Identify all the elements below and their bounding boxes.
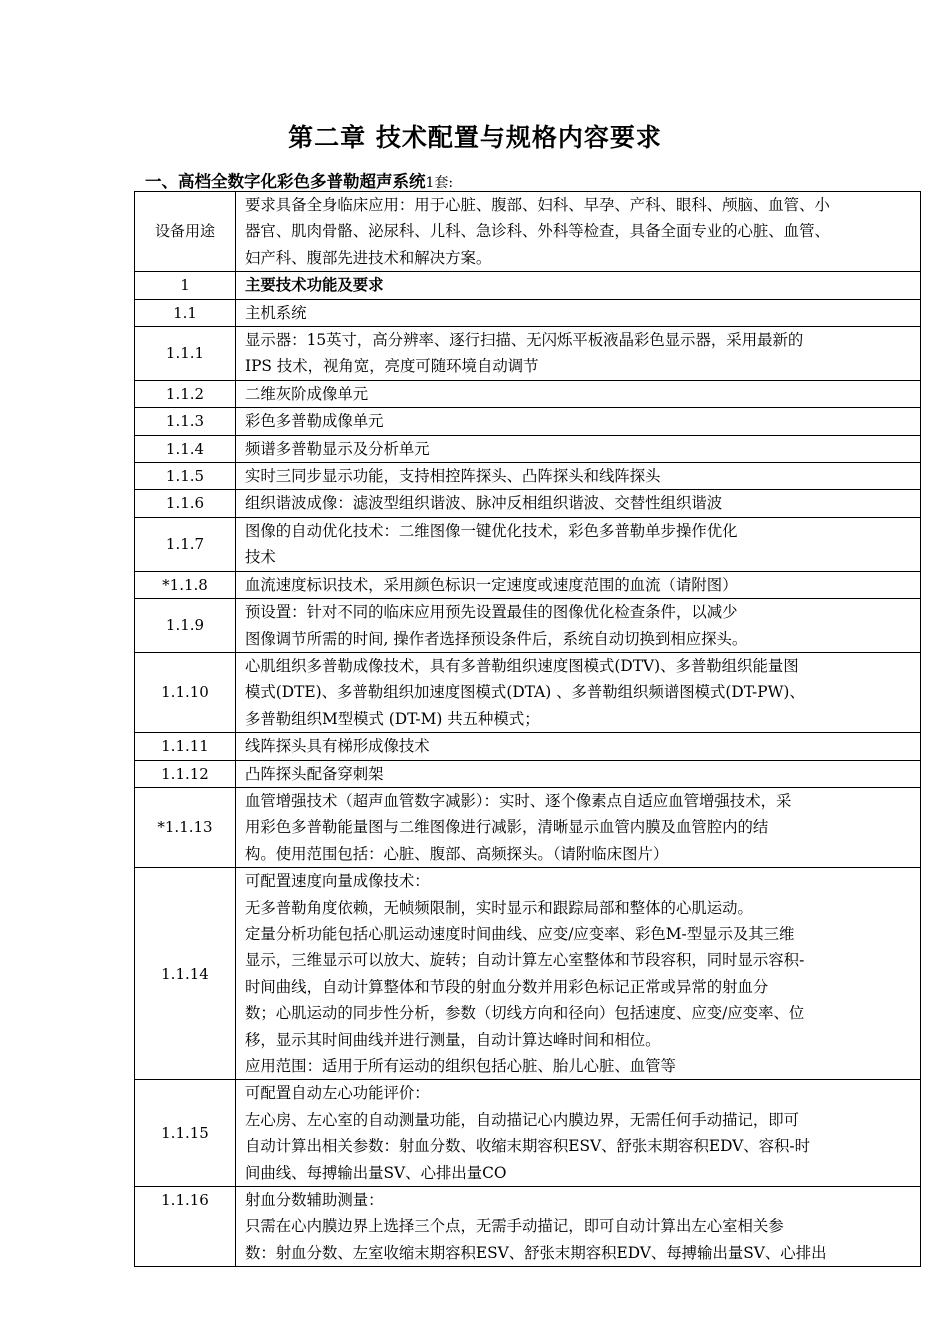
spec-item-number: 1 bbox=[135, 272, 236, 299]
spec-row bbox=[135, 435, 921, 462]
spec-row bbox=[135, 599, 921, 653]
spec-description-line: 可配置自动左心功能评价： bbox=[245, 1084, 430, 1103]
spec-item-description bbox=[236, 435, 921, 462]
spec-item-number: 1.1.3 bbox=[135, 408, 236, 435]
spec-row bbox=[135, 490, 921, 517]
spec-item-number: 1.1.16 bbox=[135, 1187, 236, 1267]
spec-description-line: 频谱多普勒显示及分析单元 bbox=[245, 439, 430, 458]
spec-item-number: 设备用途 bbox=[135, 192, 236, 272]
spec-description-line: 无多普勒角度依赖，无帧频限制，实时显示和跟踪局部和整体的心肌运动。 bbox=[245, 898, 753, 917]
spec-table-body bbox=[135, 192, 921, 1267]
section-heading bbox=[145, 168, 453, 192]
spec-row bbox=[135, 272, 921, 299]
spec-row bbox=[135, 652, 921, 732]
spec-description-line: 定量分析功能包括心肌运动速度时间曲线、应变/应变率、彩色M-型显示及其三维 bbox=[245, 924, 795, 943]
spec-description-line: 显示，三维显示可以放大、旋转；自动计算左心室整体和节段容积，同时显示容积- bbox=[245, 951, 805, 970]
spec-table bbox=[134, 191, 921, 1267]
spec-row bbox=[135, 517, 921, 571]
spec-row bbox=[135, 327, 921, 381]
spec-description-line: 主机系统 bbox=[245, 303, 307, 322]
spec-item-number: 1.1.12 bbox=[135, 760, 236, 787]
spec-row bbox=[135, 380, 921, 407]
spec-item-description bbox=[236, 733, 921, 760]
spec-item-description bbox=[236, 599, 921, 653]
spec-description-line: IPS 技术，视角宽，亮度可随环境自动调节 bbox=[245, 357, 539, 376]
spec-item-number: *1.1.13 bbox=[135, 787, 236, 867]
spec-row bbox=[135, 408, 921, 435]
spec-description-line: 自动计算出相关参数：射血分数、收缩末期容积ESV、舒张末期容积EDV、容积-时 bbox=[245, 1137, 811, 1156]
spec-description-line: 心肌组织多普勒成像技术，具有多普勒组织速度图模式(DTV)、多普勒组织能量图 bbox=[245, 656, 799, 675]
spec-item-description bbox=[236, 380, 921, 407]
spec-item-number: 1.1.14 bbox=[135, 868, 236, 1080]
spec-description-line: 用彩色多普勒能量图与二维图像进行减影，清晰显示血管内膜及血管腔内的结 bbox=[245, 818, 769, 837]
spec-description-line: 左心房、左心室的自动测量功能，自动描记心内膜边界，无需任何手动描记，即可 bbox=[245, 1110, 800, 1129]
spec-description-line: 间曲线、每搏输出量SV、心排出量CO bbox=[245, 1163, 507, 1182]
spec-row bbox=[135, 760, 921, 787]
spec-item-number: *1.1.8 bbox=[135, 571, 236, 598]
section-heading-quantity: 1套: bbox=[425, 175, 454, 191]
spec-row bbox=[135, 1080, 921, 1187]
spec-item-number: 1.1.11 bbox=[135, 733, 236, 760]
spec-item-number: 1.1.1 bbox=[135, 327, 236, 381]
spec-item-description bbox=[236, 463, 921, 490]
spec-item-description bbox=[236, 327, 921, 381]
spec-description-line: 移，显示其时间曲线并进行测量，自动计算达峰时间和相位。 bbox=[245, 1030, 661, 1049]
spec-description-line: 模式(DTE)、多普勒组织加速度图模式(DTA) 、多普勒组织频谱图模式(DT-PW)、 bbox=[245, 683, 805, 702]
spec-description-line: 图像的自动优化技术：二维图像一键优化技术，彩色多普勒单步操作优化 bbox=[245, 521, 738, 540]
spec-row bbox=[135, 733, 921, 760]
spec-description-line: 时间曲线，自动计算整体和节段的射血分数并用彩色标记正常或异常的射血分 bbox=[245, 977, 769, 996]
spec-item-description bbox=[236, 272, 921, 299]
spec-item-number: 1.1.4 bbox=[135, 435, 236, 462]
spec-row bbox=[135, 192, 921, 272]
spec-description-line: 构。使用范围包括：心脏、腹部、高频探头。（请附临床图片） bbox=[245, 844, 669, 863]
spec-row bbox=[135, 868, 921, 1080]
spec-item-number: 1.1.5 bbox=[135, 463, 236, 490]
spec-description-line: 要求具备全身临床应用：用于心脏、腹部、妇科、早孕、产科、眼科、颅脑、血管、小 bbox=[245, 196, 830, 214]
spec-item-description bbox=[236, 787, 921, 867]
spec-item-number: 1.1.10 bbox=[135, 652, 236, 732]
spec-description-line: 射血分数辅助测量： bbox=[245, 1191, 384, 1210]
spec-description-line: 凸阵探头配备穿刺架 bbox=[245, 764, 384, 783]
spec-item-description bbox=[236, 868, 921, 1080]
spec-description-line: 主要技术功能及要求 bbox=[245, 276, 384, 295]
spec-item-description bbox=[236, 490, 921, 517]
spec-item-number: 1.1.15 bbox=[135, 1080, 236, 1187]
spec-description-line: 可配置速度向量成像技术： bbox=[245, 872, 430, 891]
spec-item-description bbox=[236, 1187, 921, 1267]
spec-row bbox=[135, 571, 921, 598]
spec-description-line: 数：射血分数、左室收缩末期容积ESV、舒张末期容积EDV、每搏输出量SV、心排出 bbox=[245, 1243, 827, 1262]
spec-item-description bbox=[236, 571, 921, 598]
spec-item-description bbox=[236, 299, 921, 326]
spec-item-number: 1.1 bbox=[135, 299, 236, 326]
spec-description-line: 组织谐波成像：滤波型组织谐波、脉冲反相组织谐波、交替性组织谐波 bbox=[245, 494, 723, 513]
spec-item-number: 1.1.7 bbox=[135, 517, 236, 571]
spec-description-line: 只需在心内膜边界上选择三个点，无需手动描记，即可自动计算出左心室相关参 bbox=[245, 1217, 784, 1236]
spec-row bbox=[135, 463, 921, 490]
spec-description-line: 线阵探头具有梯形成像技术 bbox=[245, 737, 430, 756]
spec-description-line: 图像调节所需的时间, 操作者选择预设条件后，系统自动切换到相应探头。 bbox=[245, 629, 748, 648]
spec-row bbox=[135, 1187, 921, 1267]
spec-description-line: 多普勒组织M型模式 (DT-M) 共五种模式； bbox=[245, 709, 540, 728]
spec-description-line: 应用范围：适用于所有运动的组织包括心脏、胎儿心脏、血管等 bbox=[245, 1057, 676, 1075]
spec-description-line: 预设置：针对不同的临床应用预先设置最佳的图像优化检查条件，以减少 bbox=[245, 603, 738, 622]
spec-description-line: 器官、肌肉骨骼、泌尿科、儿科、急诊科、外科等检查，具备全面专业的心脏、血管、 bbox=[245, 222, 830, 241]
spec-row bbox=[135, 299, 921, 326]
spec-item-description bbox=[236, 760, 921, 787]
spec-description-line: 数；心肌运动的同步性分析，参数（切线方向和径向）包括速度、应变/应变率、位 bbox=[245, 1004, 805, 1023]
spec-description-line: 二维灰阶成像单元 bbox=[245, 384, 369, 403]
spec-item-number: 1.1.2 bbox=[135, 380, 236, 407]
spec-item-number: 1.1.6 bbox=[135, 490, 236, 517]
page-title: 第二章 技术配置与规格内容要求 bbox=[288, 123, 662, 152]
spec-description-line: 血管增强技术（超声血管数字减影）：实时、逐个像素点自适应血管增强技术，采 bbox=[245, 791, 792, 810]
spec-row bbox=[135, 787, 921, 867]
spec-description-line: 技术 bbox=[245, 548, 276, 567]
spec-item-description bbox=[236, 517, 921, 571]
spec-item-description bbox=[236, 192, 921, 272]
section-heading-text: 一、高档全数字化彩色多普勒超声系统 bbox=[145, 172, 426, 191]
spec-item-number: 1.1.9 bbox=[135, 599, 236, 653]
spec-description-line: 显示器：15英寸，高分辨率、逐行扫描、无闪烁平板液晶彩色显示器，采用最新的 bbox=[245, 331, 804, 350]
spec-description-line: 实时三同步显示功能，支持相控阵探头、凸阵探头和线阵探头 bbox=[245, 467, 661, 486]
spec-item-description bbox=[236, 408, 921, 435]
spec-description-line: 血流速度标识技术，采用颜色标识一定速度或速度范围的血流（请附图） bbox=[245, 575, 738, 594]
spec-description-line: 妇产科、腹部先进技术和解决方案。 bbox=[245, 248, 492, 267]
spec-description-line: 彩色多普勒成像单元 bbox=[245, 412, 384, 431]
spec-item-description bbox=[236, 652, 921, 732]
spec-item-description bbox=[236, 1080, 921, 1187]
